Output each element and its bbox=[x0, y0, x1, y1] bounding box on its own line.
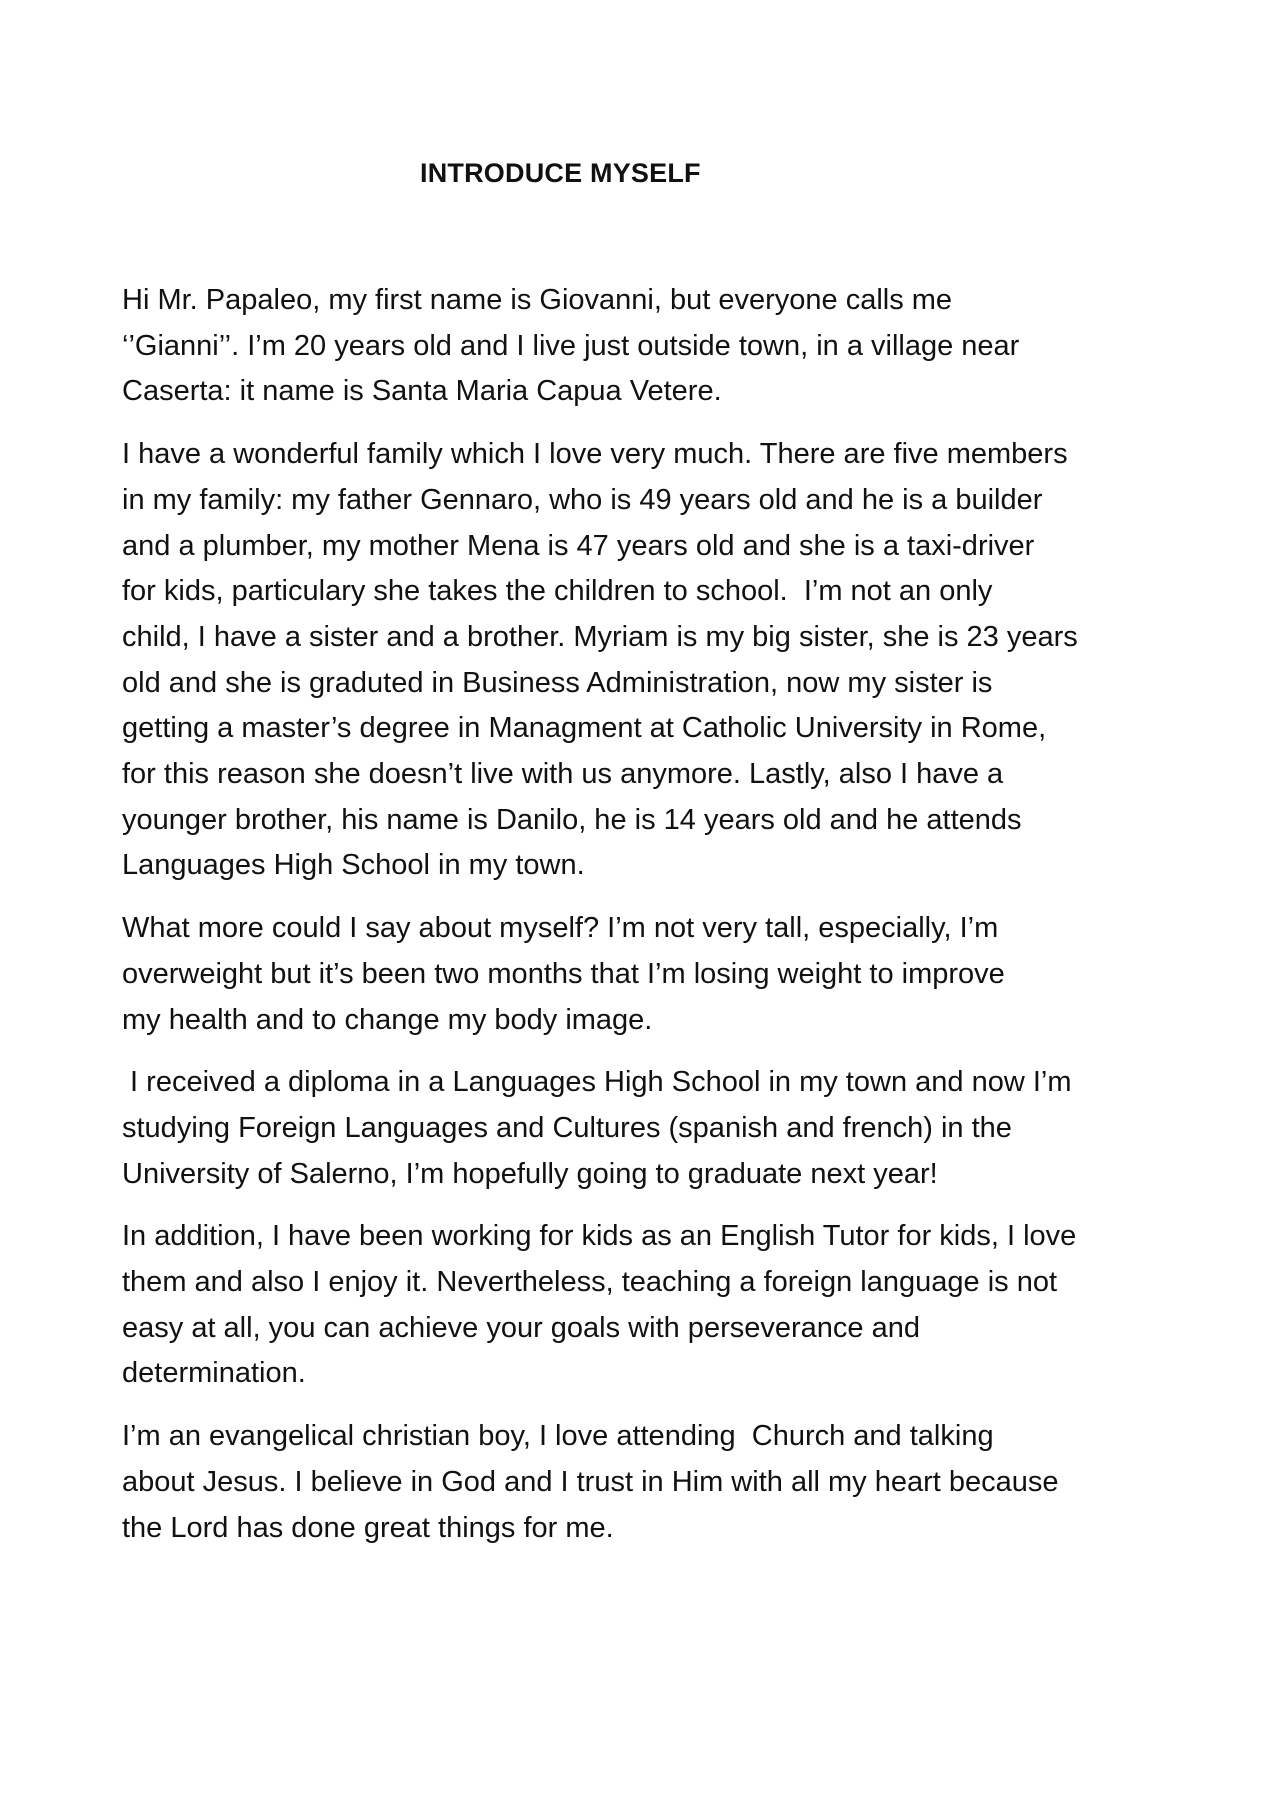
text-line: What more could I say about myself? I’m not very tall, especially, I’m bbox=[122, 912, 999, 945]
document-body bbox=[122, 278, 1172, 1568]
page-title: INTRODUCE MYSELF bbox=[420, 158, 701, 188]
text-line: easy at all, you can achieve your goals with perseverance and bbox=[122, 1311, 920, 1344]
text-line: University of Salerno, I’m hopefully going to graduate next year! bbox=[122, 1157, 938, 1190]
paragraph-faith bbox=[122, 1414, 1172, 1551]
text-line: ‘’Gianni’’. I’m 20 years old and I live just outside town, in a village near bbox=[122, 329, 1020, 362]
text-line: In addition, I have been working for kids as an English Tutor for kids, I love bbox=[122, 1220, 1077, 1253]
text-line: I received a diploma in a Languages High School in my town and now I’m bbox=[122, 1066, 1072, 1099]
text-line: overweight but it’s been two months that I’m losing weight to improve bbox=[122, 957, 1005, 990]
text-line: in my family: my father Gennaro, who is 49 years old and he is a builder bbox=[122, 483, 1043, 516]
paragraph-family bbox=[122, 432, 1172, 889]
text-line: determination. bbox=[122, 1357, 306, 1390]
text-line: my health and to change my body image. bbox=[122, 1003, 653, 1036]
text-line: child, I have a sister and a brother. Myriam is my big sister, she is 23 years bbox=[122, 620, 1078, 653]
text-line: for this reason she doesn’t live with us anymore. Lastly, also I have a bbox=[122, 758, 1004, 791]
text-line: Caserta: it name is Santa Maria Capua Vetere. bbox=[122, 375, 722, 408]
text-line: the Lord has done great things for me. bbox=[122, 1511, 614, 1544]
text-line: for kids, particulary she takes the children to school. I’m not an only bbox=[122, 575, 993, 608]
text-line: old and she is graduted in Business Administration, now my sister is bbox=[122, 666, 993, 699]
paragraph-appearance bbox=[122, 906, 1172, 1043]
text-line: getting a master’s degree in Managment at Catholic University in Rome, bbox=[122, 712, 1047, 745]
paragraph-work bbox=[122, 1214, 1172, 1397]
text-line: I have a wonderful family which I love very much. There are five members bbox=[122, 438, 1068, 471]
text-line: them and also I enjoy it. Nevertheless, teaching a foreign language is not bbox=[122, 1266, 1058, 1299]
text-line: younger brother, his name is Danilo, he is 14 years old and he attends bbox=[122, 803, 1022, 836]
paragraph-introduction bbox=[122, 278, 1172, 415]
text-line: about Jesus. I believe in God and I trust in Him with all my heart because bbox=[122, 1465, 1059, 1498]
text-line: studying Foreign Languages and Cultures (spanish and french) in the bbox=[122, 1111, 1012, 1144]
text-line: Hi Mr. Papaleo, my first name is Giovanni, but everyone calls me bbox=[122, 284, 953, 316]
text-line: I’m an evangelical christian boy, I love attending Church and talking bbox=[122, 1420, 994, 1453]
text-line: Languages High School in my town. bbox=[122, 849, 585, 882]
paragraph-education bbox=[122, 1060, 1172, 1197]
text-line: and a plumber, my mother Mena is 47 years old and she is a taxi-driver bbox=[122, 529, 1035, 562]
